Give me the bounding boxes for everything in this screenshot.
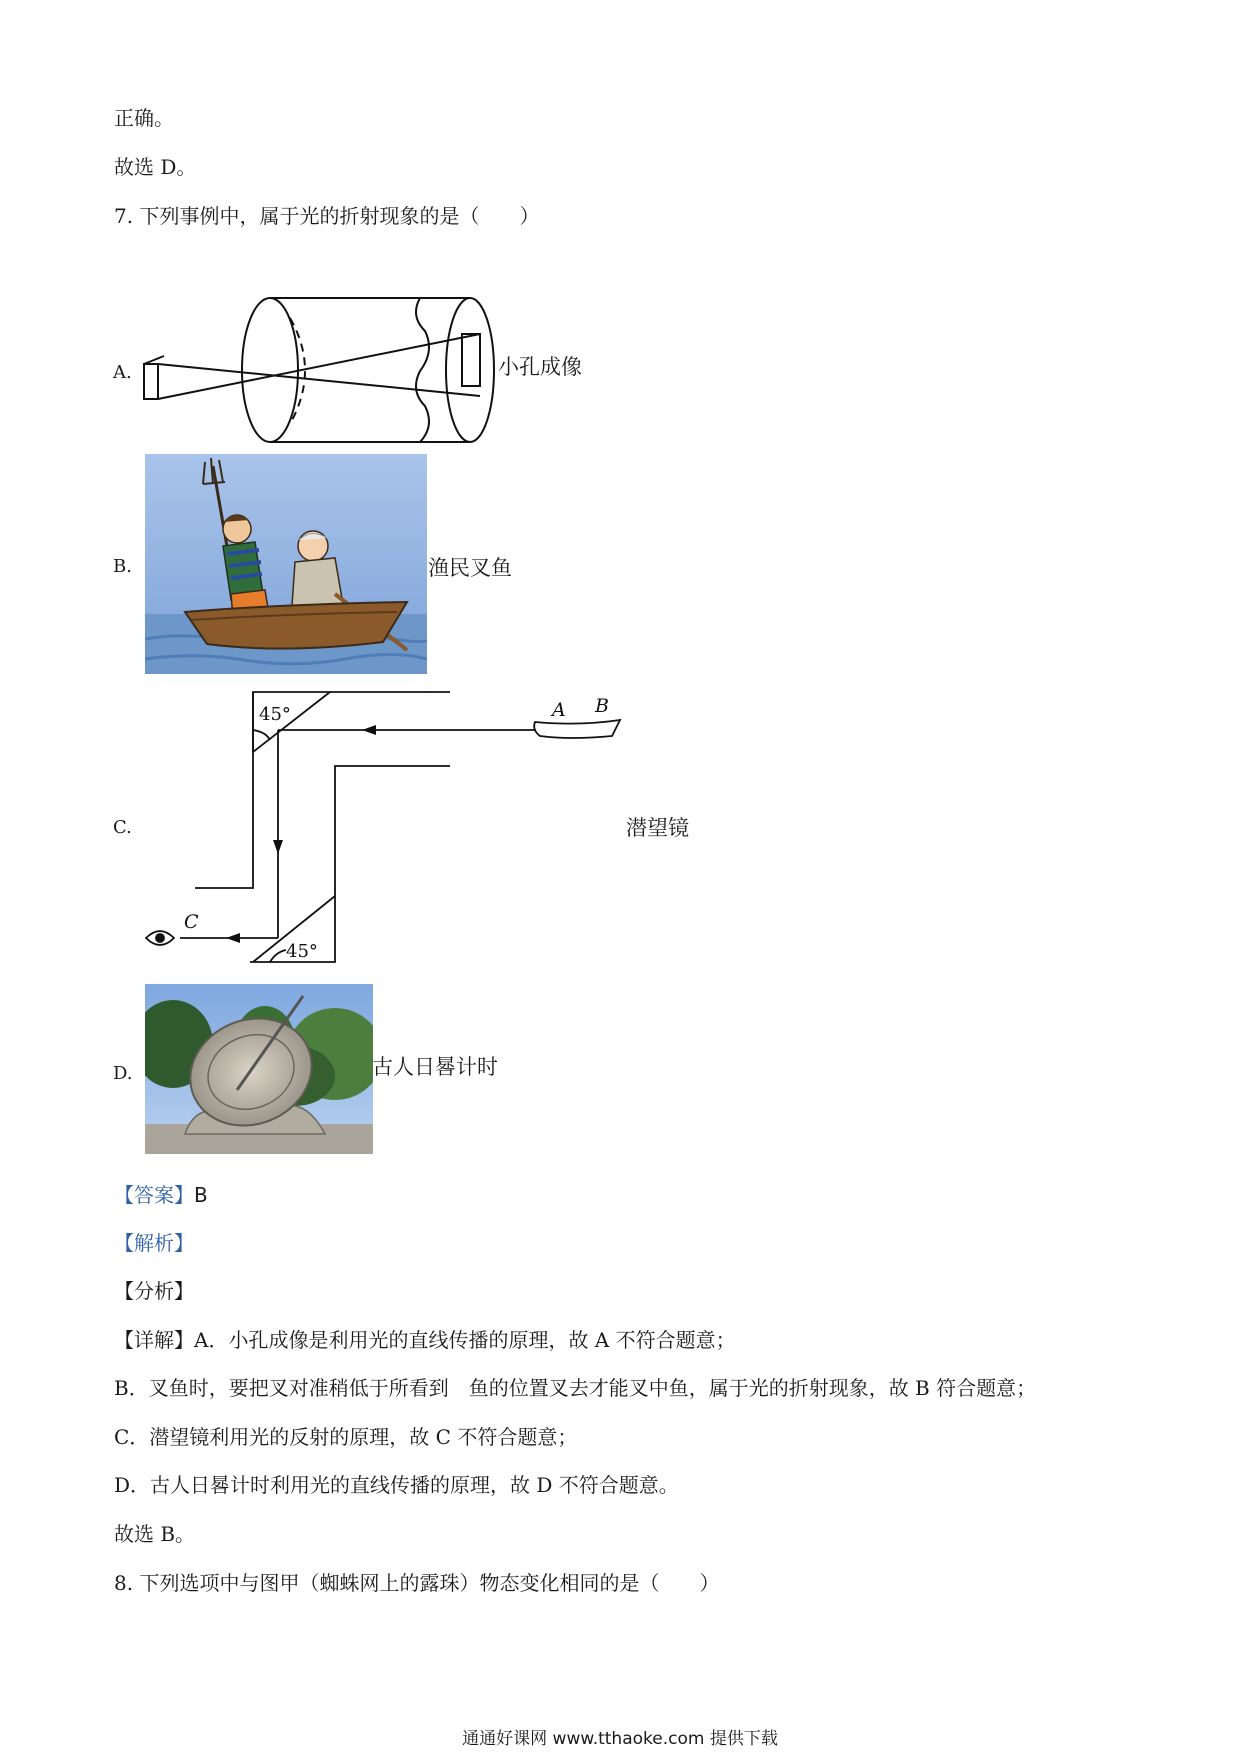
detail-d: D．古人日晷计时利用光的直线传播的原理，故 D 不符合题意。 [114,1473,679,1497]
option-c-caption: 潜望镜 [626,816,689,840]
analysis-tag: 【解析】 [114,1231,194,1255]
question-7: 7. 下列事例中，属于光的折射现象的是（ ） [114,204,540,228]
text-line-correct: 正确。 [114,106,174,130]
question-8: 8. 下列选项中与图甲（蜘蛛网上的露珠）物态变化相同的是（ ） [114,1571,720,1595]
answer-line [114,1181,208,1209]
fisherman-illustration [145,454,427,674]
answer-tag: 【答案】 [114,1183,194,1207]
detail-b: B．叉鱼时，要把叉对准稍低于所看到 鱼的位置叉去才能叉中鱼，属于光的折射现象，故 B 符合题意； [114,1376,1037,1400]
point-label-c: C [184,911,199,933]
detail-a: 【详解】A．小孔成像是利用光的直线传播的原理，故 A 不符合题意； [114,1328,736,1352]
answer-value: B [194,1183,208,1207]
angle-label-bottom: 45° [286,941,318,962]
option-b-label: B. [113,556,132,577]
detail-c: C．潜望镜利用光的反射的原理，故 C 不符合题意； [114,1425,578,1449]
periscope-diagram [140,686,640,968]
point-label-b: B [595,695,609,717]
conclusion-line: 故选 B。 [114,1522,196,1546]
pinhole-camera-diagram [140,296,510,446]
option-a-label: A. [113,362,132,383]
option-a-caption: 小孔成像 [498,355,582,379]
sundial-photo [145,984,373,1154]
option-c-label: C. [113,817,132,838]
fenxi-tag: 【分析】 [114,1279,194,1303]
option-d-caption: 古人日晷计时 [372,1055,498,1079]
option-d-label: D. [113,1063,133,1084]
option-b-caption: 渔民叉鱼 [428,556,512,580]
point-label-a: A [552,699,566,721]
footer-source: 通通好课网 www.tthaoke.com 提供下载 [462,1729,778,1749]
angle-label-top: 45° [259,704,291,725]
text-line-choose-d: 故选 D。 [114,155,197,179]
